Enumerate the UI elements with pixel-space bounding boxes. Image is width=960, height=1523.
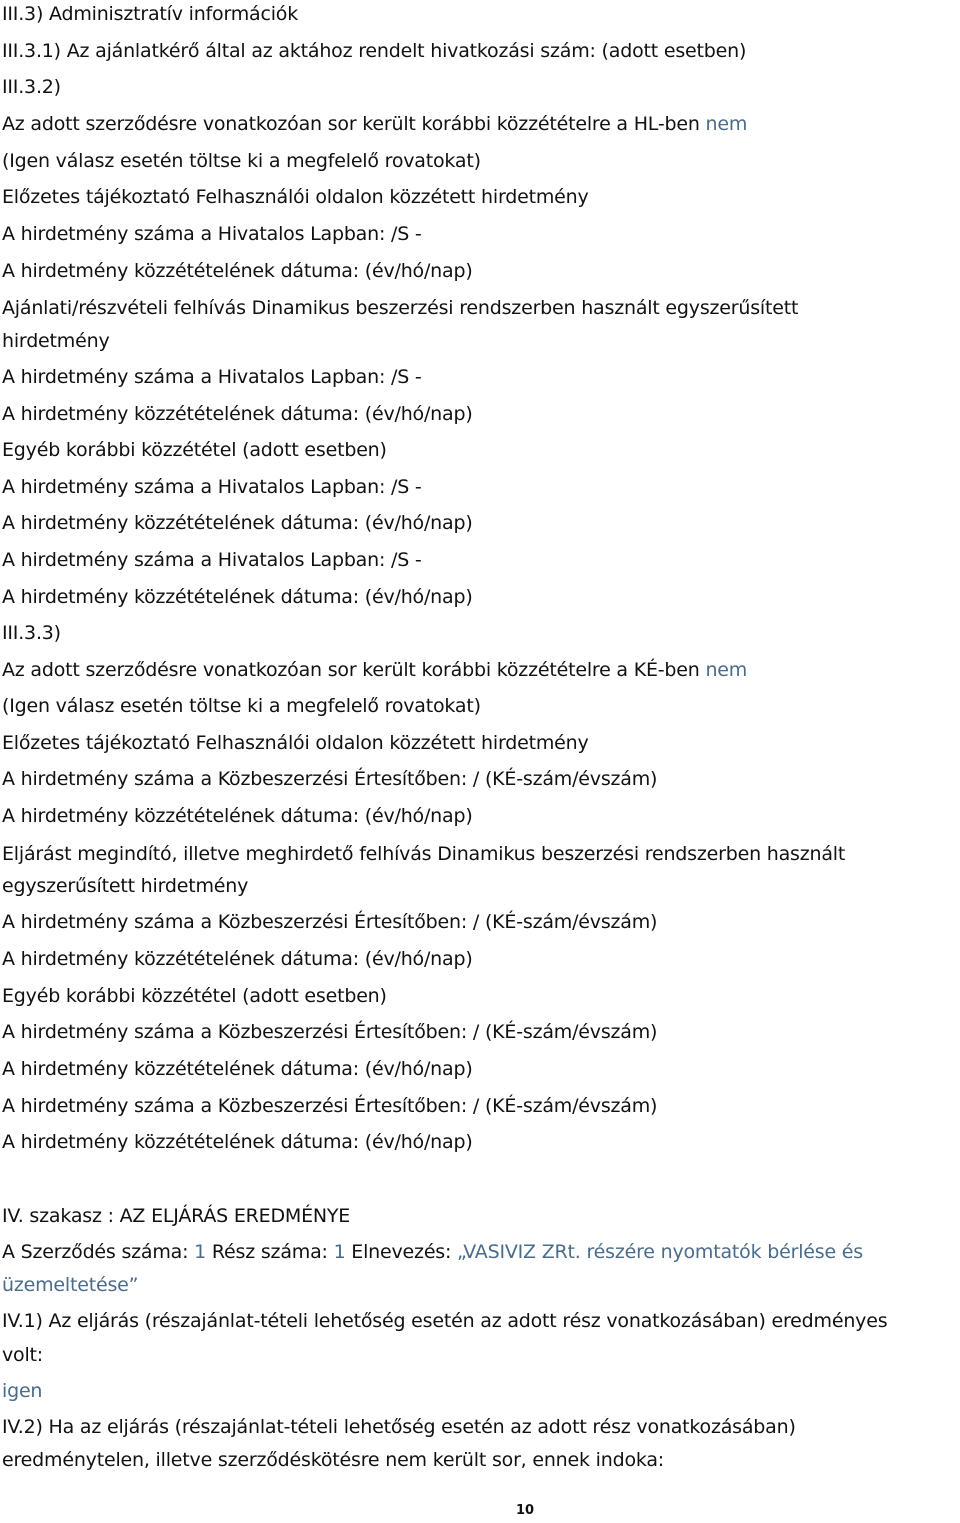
ke-answer: nem <box>705 659 748 681</box>
contract-name-cont: üzemeltetése” <box>2 1274 139 1296</box>
ke-notice-number: A hirdetmény száma a Közbeszerzési Értesítőben: / (KÉ-szám/évszám) <box>2 911 658 933</box>
subsection-label-iii32: III.3.2) <box>2 76 61 98</box>
reference-number-line: III.3.1) Az ajánlatkérő által az aktához rendelt hivatkozási szám: (adott esetben) <box>2 40 747 62</box>
ke-prior-info-option: Előzetes tájékoztató Felhasználói oldalon közzétett hirdetmény <box>2 732 589 754</box>
hl-prior-info-option: Előzetes tájékoztató Felhasználói oldalon közzétett hirdetmény <box>2 186 589 208</box>
hl-question-text: Az adott szerződésre vonatkozóan sor került korábbi közzétételre a HL-ben <box>2 113 706 135</box>
contract-info-line <box>2 1238 863 1266</box>
ke-notice-date: A hirdetmény közzétételének dátuma: (év/hó/nap) <box>2 948 473 970</box>
hl-notice-date: A hirdetmény közzétételének dátuma: (év/hó/nap) <box>2 586 473 608</box>
ke-notice-number: A hirdetmény száma a Közbeszerzési Értesítőben: / (KÉ-szám/évszám) <box>2 1095 658 1117</box>
contract-label: A Szerződés száma: <box>2 1241 195 1263</box>
hl-notice-number: A hirdetmény száma a Hivatalos Lapban: /S - <box>2 549 422 571</box>
ke-other-publication: Egyéb korábbi közzététel (adott esetben) <box>2 985 387 1007</box>
ke-call-option-cont: egyszerűsített hirdetmény <box>2 875 249 897</box>
hl-note: (Igen válasz esetén töltse ki a megfelelő rovatokat) <box>2 150 481 172</box>
hl-notice-date: A hirdetmény közzétételének dátuma: (év/hó/nap) <box>2 512 473 534</box>
page-number: 10 <box>515 1503 535 1518</box>
ke-note: (Igen válasz esetén töltse ki a megfelelő rovatokat) <box>2 695 481 717</box>
hl-other-publication: Egyéb korábbi közzététel (adott esetben) <box>2 439 387 461</box>
hl-notice-number: A hirdetmény száma a Hivatalos Lapban: /S - <box>2 223 422 245</box>
name-label: Elnevezés: <box>345 1241 458 1263</box>
iv2-question-cont: eredménytelen, illetve szerződéskötésre nem került sor, ennek indoka: <box>2 1449 664 1471</box>
hl-notice-number: A hirdetmény száma a Hivatalos Lapban: /S - <box>2 476 422 498</box>
contract-name: „VASIVIZ ZRt. részére nyomtatók bérlése és <box>457 1241 863 1263</box>
ke-publication-question <box>2 656 747 684</box>
section-heading-iii3: III.3) Adminisztratív információk <box>2 3 299 25</box>
ke-call-option: Eljárást megindító, illetve meghirdető felhívás Dinamikus beszerzési rendszerben használt <box>2 843 846 865</box>
iv1-answer: igen <box>2 1380 43 1402</box>
part-number: 1 <box>333 1241 346 1263</box>
ke-notice-number: A hirdetmény száma a Közbeszerzési Értesítőben: / (KÉ-szám/évszám) <box>2 1021 658 1043</box>
hl-notice-date: A hirdetmény közzétételének dátuma: (év/hó/nap) <box>2 403 473 425</box>
contract-number: 1 <box>194 1241 207 1263</box>
hl-publication-question <box>2 110 747 138</box>
hl-notice-date: A hirdetmény közzétételének dátuma: (év/hó/nap) <box>2 260 473 282</box>
hl-answer: nem <box>705 113 748 135</box>
hl-call-option: Ajánlati/részvételi felhívás Dinamikus beszerzési rendszerben használt egyszerűsített <box>2 297 799 319</box>
ke-notice-number: A hirdetmény száma a Közbeszerzési Értesítőben: / (KÉ-szám/évszám) <box>2 768 658 790</box>
iv1-question: IV.1) Az eljárás (részajánlat-tételi lehetőség esetén az adott rész vonatkozásában) eredményes <box>2 1310 888 1332</box>
ke-question-text: Az adott szerződésre vonatkozóan sor került korábbi közzétételre a KÉ-ben <box>2 659 706 681</box>
subsection-label-iii33: III.3.3) <box>2 622 61 644</box>
iv1-question-cont: volt: <box>2 1344 43 1366</box>
iv2-question: IV.2) Ha az eljárás (részajánlat-tételi lehetőség esetén az adott rész vonatkozásában) <box>2 1416 796 1438</box>
part-label: Rész száma: <box>206 1241 334 1263</box>
hl-call-option-cont: hirdetmény <box>2 330 110 352</box>
hl-notice-number: A hirdetmény száma a Hivatalos Lapban: /S - <box>2 366 422 388</box>
section-heading-iv: IV. szakasz : AZ ELJÁRÁS EREDMÉNYE <box>2 1205 351 1227</box>
ke-notice-date: A hirdetmény közzétételének dátuma: (év/hó/nap) <box>2 1058 473 1080</box>
ke-notice-date: A hirdetmény közzétételének dátuma: (év/hó/nap) <box>2 805 473 827</box>
ke-notice-date: A hirdetmény közzétételének dátuma: (év/hó/nap) <box>2 1131 473 1153</box>
